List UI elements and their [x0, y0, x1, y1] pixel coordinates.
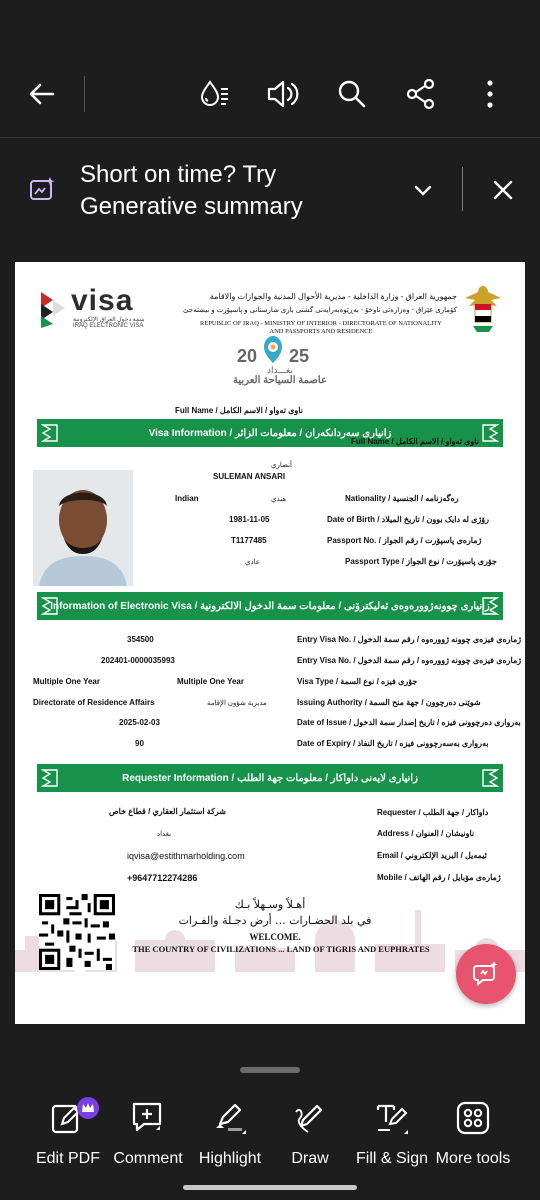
qr-code — [39, 894, 115, 970]
baghdad-year-left: 20 — [237, 346, 258, 366]
issuing-authority-ar: مديرية شؤون الإقامة — [207, 700, 267, 707]
generative-summary-banner[interactable] — [0, 139, 540, 261]
passport-type-value: عادي — [245, 559, 260, 566]
draw-icon — [292, 1100, 328, 1136]
system-nav-bar — [0, 1176, 540, 1200]
tool-label: Draw — [291, 1150, 329, 1167]
ai-assistant-button[interactable] — [456, 944, 516, 1004]
tool-comment[interactable] — [103, 1096, 193, 1176]
chevron-down-icon[interactable] — [410, 177, 436, 208]
iraq-coat-of-arms-icon — [461, 282, 505, 343]
drag-handle[interactable] — [240, 1067, 300, 1073]
share-icon[interactable] — [399, 72, 443, 116]
mobile-label: Mobile / ژمارەی مۆبایل / رقم الهاتف — [377, 873, 501, 882]
passport-no-value: T1177485 — [231, 536, 267, 545]
issuing-authority-en: Directorate of Residence Affairs — [33, 698, 155, 707]
status-bar — [0, 0, 540, 50]
comment-icon — [130, 1100, 166, 1136]
tool-edit-pdf[interactable] — [23, 1096, 113, 1176]
ministry-header-ku: كۆماری عێراق - وەزارەتی ناوخۆ - بەڕێوەبەرایەتی گشتی باری شارستانی و پاسپۆرت و نیشتەجێ — [183, 307, 457, 314]
tool-highlight[interactable] — [185, 1096, 275, 1176]
name-english: SULEMAN ANSARI — [213, 472, 286, 481]
nationality-label: Nationality / رەگەزنامە / الجنسية — [345, 494, 459, 503]
mobile-value: +9647712274286 — [127, 873, 198, 883]
premium-crown-icon — [76, 1096, 100, 1120]
toolbar-divider — [84, 76, 85, 112]
tool-label: Edit PDF — [35, 1150, 100, 1167]
visa-logo-text: visa — [71, 284, 134, 317]
home-gesture-bar[interactable] — [183, 1185, 357, 1190]
date-of-expiry-label: Date of Expiry / بەرواری بەسەرچوونی فیزە / تاريخ النفاذ — [297, 739, 489, 748]
back-arrow-icon[interactable] — [20, 72, 64, 116]
visa-logo-subtitle-en: IRAQ ELECTRONIC VISA — [73, 323, 144, 329]
date-of-expiry-value: 90 — [135, 739, 144, 748]
address-value: بغداد — [157, 831, 172, 838]
applicant-photo — [33, 470, 133, 586]
passport-no-label: Passport No. / ژمارەی پاسپۆرت / رقم الجواز — [327, 536, 482, 545]
section-electronic-visa-title: Information of Electronic Visa / زانیاری چوونەژوورەوەی ئەلیکترۆنی / معلومات سمة الدخول الالكترونية — [50, 600, 490, 612]
ornament-left-icon — [41, 596, 59, 616]
ministry-header-en-1: REPUBLIC OF IRAQ - MINISTRY OF INTERIOR - DIRECTORATE OF NATIONALITY — [200, 320, 442, 327]
baghdad-city: بغـــداد — [267, 365, 293, 375]
banner-text — [80, 159, 303, 223]
more-tools-icon — [455, 1100, 491, 1136]
ornament-left-icon — [41, 768, 59, 788]
section-visa-information-title: Visa Information / زانیاری سەردانکەران / معلومات الزائر — [148, 427, 392, 439]
section-requester-title: Requester Information / زانیاری لایەنی داواکار / معلومات جهة الطلب — [122, 772, 418, 784]
entry-visa-no-2: 202401-0000035993 — [101, 656, 175, 665]
banner-divider — [462, 167, 463, 211]
bottom-toolbar — [0, 1096, 540, 1176]
email-value[interactable]: iqvisa@estithmarholding.com — [127, 851, 245, 861]
more-options-icon[interactable] — [468, 72, 512, 116]
issuing-authority-label: Issuing Authority / شوێنی دەرچوون / جهة منح السمة — [297, 698, 481, 707]
name-arabic: أنصاري — [271, 462, 292, 469]
baghdad-caption: عاصمة السياحة العربية — [233, 375, 327, 386]
entry-visa-no-label-2: Entry Visa No. / ژمارەی فیزەی چوونە ژوورەوە / رقم سمة الدخول — [297, 656, 522, 665]
tool-label: More tools — [435, 1150, 511, 1167]
welcome-en-2: THE COUNTRY OF CIVILIZATIONS ... LAND OF TIGRIS AND EUPHRATES — [132, 944, 430, 954]
search-icon[interactable] — [330, 72, 374, 116]
nationality-en: Indian — [175, 494, 199, 503]
tool-more-tools[interactable] — [428, 1096, 518, 1176]
welcome-ar-2: في بلد الحضـارات ... أرض دجـلة والفـرات — [178, 914, 372, 927]
ornament-right-icon — [481, 768, 499, 788]
ornament-right-icon — [481, 423, 499, 443]
passport-type-label: Passport Type / جۆری پاسپۆرت / نوع الجواز — [345, 557, 498, 566]
full-name-label: Full Name / ناوی تەواو / الاسم الكامل — [351, 437, 479, 446]
ai-summary-icon — [28, 175, 58, 210]
visa-logo-subtitle-ar: سمة دخول العراق الإلكترونية — [73, 317, 145, 323]
ornament-right-icon — [481, 596, 499, 616]
requester-value: شركة استثمار العقاري / قطاع خاص — [109, 807, 227, 816]
entry-visa-no-label-1: Entry Visa No. / ژمارەی فیزەی چوونە ژوورەوە / رقم سمة الدخول — [297, 635, 522, 644]
tool-label: Fill & Sign — [355, 1150, 429, 1167]
email-label: Email / ئیمەیل / البريد الإلكتروني — [377, 851, 487, 860]
visa-type-label: Visa Type / جۆری فیزە / نوع السمة — [297, 677, 418, 686]
ai-chat-icon — [472, 960, 500, 988]
date-of-issue-value: 2025-02-03 — [119, 718, 160, 727]
top-app-bar — [0, 50, 540, 138]
section-requester-information — [37, 764, 503, 792]
welcome-ar-1: أهـلاً وسـهلاً بـك — [234, 898, 306, 911]
entry-visa-no-1: 354500 — [127, 635, 154, 644]
ministry-header-en-2: AND PASSPORTS AND RESIDENCE — [269, 328, 373, 335]
tool-draw[interactable] — [265, 1096, 355, 1176]
tool-label: Comment — [113, 1150, 183, 1167]
tool-label: Highlight — [198, 1150, 262, 1167]
pdf-page[interactable] — [15, 262, 525, 1024]
baghdad-year-right: 25 — [289, 346, 310, 366]
section-electronic-visa — [37, 592, 503, 620]
date-of-issue-label: Date of Issue / بەرواری دەرچوونی فیزە / تاريخ إصدار سمة الدخول — [297, 718, 521, 727]
tool-fill-sign[interactable] — [347, 1096, 437, 1176]
highlight-icon — [212, 1100, 248, 1136]
dob-label: Date of Birth / رۆژی لە دایک بوون / تاريخ الميلاد — [327, 515, 490, 524]
iraq-evisa-logo — [39, 290, 67, 335]
full-name-header-label: Full Name / ناوی تەواو / الاسم الكامل — [175, 406, 303, 415]
welcome-en-1: WELCOME. — [249, 932, 301, 942]
banner-line-2: Generative summary — [80, 193, 303, 220]
banner-line-1: Short on time? Try — [80, 161, 277, 188]
visa-type-en: Multiple One Year — [33, 677, 100, 686]
read-aloud-icon[interactable] — [261, 72, 305, 116]
close-icon[interactable] — [490, 177, 516, 208]
visa-type-en-2: Multiple One Year — [177, 677, 244, 686]
liquid-mode-icon[interactable] — [192, 72, 236, 116]
dob-value: 1981-11-05 — [229, 515, 270, 524]
fill-sign-icon — [374, 1100, 410, 1136]
ministry-header-ar: جمهورية العراق - وزارة الداخلية - مديرية الأحوال المدنية والجوازات والاقامة — [209, 292, 457, 301]
address-label: Address / ناونیشان / العنوان — [377, 829, 475, 838]
nationality-ar: هندي — [271, 496, 286, 503]
ornament-left-icon — [41, 423, 59, 443]
requester-label: Requester / داواکار / جهة الطلب — [377, 808, 489, 817]
